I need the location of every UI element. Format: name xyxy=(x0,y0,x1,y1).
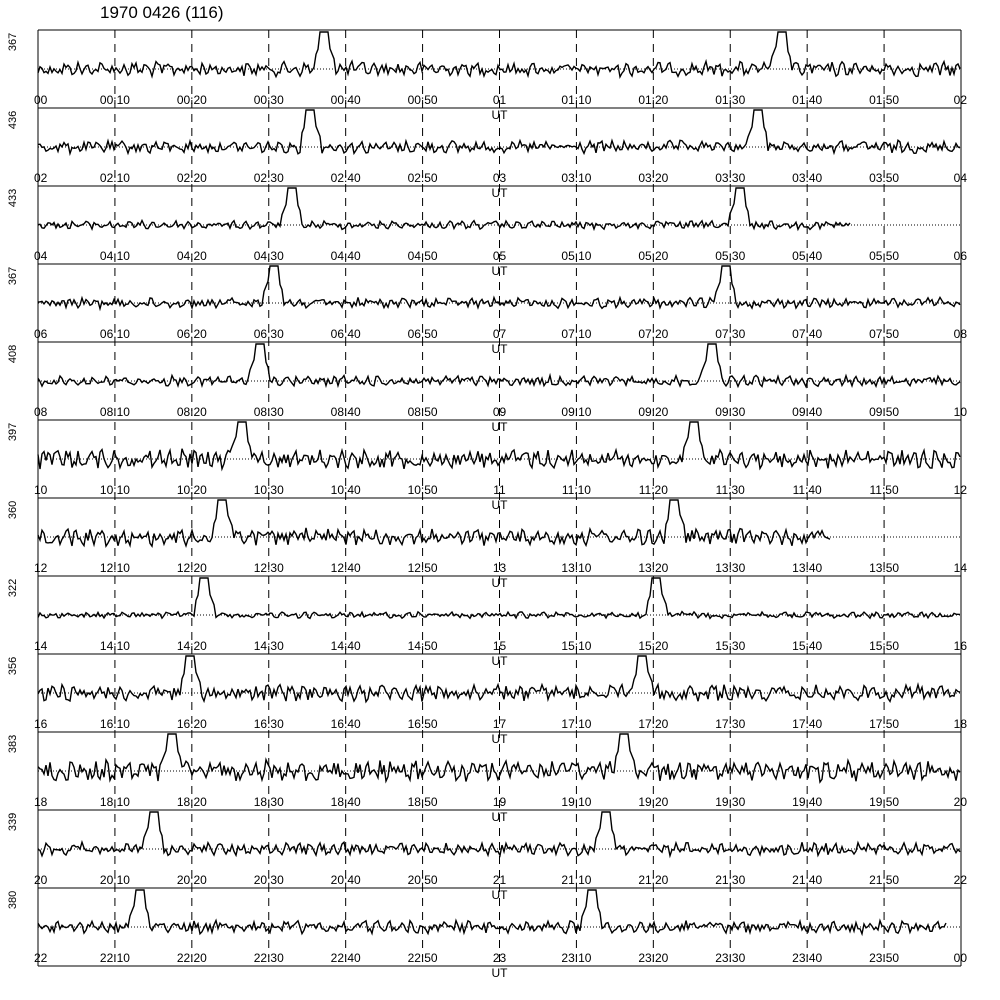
time-tick-label: 09:30 xyxy=(715,405,746,419)
time-tick-label: 01:50 xyxy=(869,93,900,107)
time-tick-label: 10 xyxy=(34,483,48,497)
time-tick-label: 08 xyxy=(34,405,48,419)
time-tick-label: 01 xyxy=(492,93,507,107)
baseline-value-label: 356 xyxy=(7,656,19,676)
time-tick-label: 06:30 xyxy=(253,327,284,341)
time-tick-label: 14 xyxy=(34,639,48,653)
time-tick-label: 04:40 xyxy=(330,249,361,263)
time-tick-label: 03:20 xyxy=(638,171,669,185)
time-tick-label: 12 xyxy=(953,483,967,497)
time-tick-label: 20:10 xyxy=(99,873,130,887)
ut-axis-label: UT xyxy=(491,576,508,590)
time-tick-label: 16:10 xyxy=(99,717,130,731)
time-tick-label: 16 xyxy=(34,717,48,731)
time-tick-label: 17:10 xyxy=(561,717,592,731)
time-tick-label: 08:40 xyxy=(330,405,361,419)
time-tick-label: 12 xyxy=(34,561,48,575)
time-tick-label: 01:30 xyxy=(715,93,746,107)
time-tick-label: 00:20 xyxy=(176,93,207,107)
time-tick-label: 20:20 xyxy=(176,873,207,887)
time-tick-label: 04 xyxy=(953,171,967,185)
time-tick-label: 07:20 xyxy=(638,327,669,341)
time-tick-label: 20:40 xyxy=(330,873,361,887)
time-tick-label: 06:40 xyxy=(330,327,361,341)
time-tick-label: 19:50 xyxy=(869,795,900,809)
time-tick-label: 03 xyxy=(492,171,507,185)
time-tick-label: 11:40 xyxy=(792,483,822,497)
time-tick-label: 11:50 xyxy=(869,483,899,497)
time-tick-label: 06:50 xyxy=(407,327,438,341)
time-tick-label: 02:50 xyxy=(407,171,438,185)
time-tick-label: 18:20 xyxy=(176,795,207,809)
time-tick-label: 18 xyxy=(953,717,967,731)
baseline-value-label: 408 xyxy=(7,344,19,364)
time-tick-label: 06 xyxy=(34,327,48,341)
time-tick-label: 00:10 xyxy=(99,93,130,107)
time-tick-label: 18 xyxy=(34,795,48,809)
time-tick-label: 03:40 xyxy=(792,171,823,185)
time-tick-label: 03:10 xyxy=(561,171,592,185)
time-tick-label: 13:50 xyxy=(869,561,900,575)
time-tick-label: 08:30 xyxy=(253,405,284,419)
time-tick-label: 21:40 xyxy=(792,873,823,887)
time-tick-label: 10:50 xyxy=(407,483,438,497)
time-tick-label: 14:20 xyxy=(176,639,207,653)
ut-axis-label: UT xyxy=(491,654,508,668)
baseline-value-label: 367 xyxy=(7,266,19,286)
time-tick-label: 03:50 xyxy=(869,171,900,185)
time-tick-label: 14:40 xyxy=(330,639,361,653)
time-tick-label: 12:10 xyxy=(99,561,130,575)
time-tick-label: 09 xyxy=(492,405,507,419)
time-tick-label: 20 xyxy=(953,795,967,809)
time-tick-label: 22:30 xyxy=(253,951,284,965)
time-tick-label: 08 xyxy=(953,327,967,341)
time-tick-label: 11:30 xyxy=(715,483,745,497)
ut-axis-label: UT xyxy=(491,966,508,980)
time-tick-label: 17:50 xyxy=(869,717,900,731)
time-tick-label: 13:10 xyxy=(561,561,592,575)
time-tick-label: 10:10 xyxy=(99,483,130,497)
time-tick-label: 20 xyxy=(34,873,48,887)
time-tick-label: 07:30 xyxy=(715,327,746,341)
time-tick-label: 19:40 xyxy=(792,795,823,809)
time-tick-label: 01:40 xyxy=(792,93,823,107)
time-tick-label: 16:30 xyxy=(253,717,284,731)
time-tick-label: 16:50 xyxy=(407,717,438,731)
time-tick-label: 13 xyxy=(492,561,507,575)
time-tick-label: 12:40 xyxy=(330,561,361,575)
time-tick-label: 02:40 xyxy=(330,171,361,185)
time-tick-label: 18:40 xyxy=(330,795,361,809)
time-tick-label: 14:10 xyxy=(99,639,130,653)
time-tick-label: 04:50 xyxy=(407,249,438,263)
time-tick-label: 02 xyxy=(34,171,48,185)
time-tick-label: 15:40 xyxy=(792,639,823,653)
time-tick-label: 08:20 xyxy=(176,405,207,419)
baseline-value-label: 339 xyxy=(7,812,19,832)
time-tick-label: 14 xyxy=(953,561,967,575)
time-tick-label: 22:10 xyxy=(99,951,130,965)
time-tick-label: 17:30 xyxy=(715,717,746,731)
time-tick-label: 04 xyxy=(34,249,48,263)
time-tick-label: 00:40 xyxy=(330,93,361,107)
time-tick-label: 22:50 xyxy=(407,951,438,965)
time-tick-label: 00 xyxy=(953,951,967,965)
time-tick-label: 21 xyxy=(492,873,507,887)
waveform-trace xyxy=(38,32,960,77)
time-tick-label: 07:10 xyxy=(561,327,592,341)
time-tick-label: 23:20 xyxy=(638,951,669,965)
time-tick-label: 15:10 xyxy=(561,639,592,653)
time-tick-label: 12:50 xyxy=(407,561,438,575)
time-tick-label: 04:30 xyxy=(253,249,284,263)
time-tick-label: 11:10 xyxy=(561,483,591,497)
baseline-value-label: 436 xyxy=(7,110,19,130)
time-tick-label: 09:40 xyxy=(792,405,823,419)
time-tick-label: 15 xyxy=(492,639,507,653)
time-tick-label: 21:30 xyxy=(715,873,746,887)
baseline-value-label: 322 xyxy=(7,578,19,598)
time-tick-label: 23:10 xyxy=(561,951,592,965)
time-tick-label: 02 xyxy=(953,93,967,107)
time-tick-label: 12:20 xyxy=(176,561,207,575)
time-tick-label: 02:20 xyxy=(176,171,207,185)
time-tick-label: 18:50 xyxy=(407,795,438,809)
time-tick-label: 23 xyxy=(492,951,507,965)
baseline-value-label: 380 xyxy=(7,890,19,910)
ut-axis-label: UT xyxy=(491,264,508,278)
time-tick-label: 21:50 xyxy=(869,873,900,887)
time-tick-label: 11 xyxy=(493,483,506,497)
ut-axis-label: UT xyxy=(491,342,508,356)
time-tick-label: 00 xyxy=(34,93,48,107)
ut-axis-label: UT xyxy=(491,732,508,746)
baseline-value-label: 360 xyxy=(7,500,19,520)
time-tick-label: 09:50 xyxy=(869,405,900,419)
time-tick-label: 20:50 xyxy=(407,873,438,887)
time-tick-label: 07:50 xyxy=(869,327,900,341)
time-tick-label: 01:20 xyxy=(638,93,669,107)
time-tick-label: 06:10 xyxy=(99,327,130,341)
ut-axis-label: UT xyxy=(491,888,508,902)
time-tick-label: 05:20 xyxy=(638,249,669,263)
time-tick-label: 18:10 xyxy=(99,795,130,809)
time-tick-label: 05 xyxy=(492,249,507,263)
time-tick-label: 10:20 xyxy=(176,483,207,497)
baseline-value-label: 433 xyxy=(7,188,19,208)
time-tick-label: 02:30 xyxy=(253,171,284,185)
ut-axis-label: UT xyxy=(491,810,508,824)
time-tick-label: 13:40 xyxy=(792,561,823,575)
ut-axis-label: UT xyxy=(491,420,508,434)
time-tick-label: 08:50 xyxy=(407,405,438,419)
time-tick-label: 19:20 xyxy=(638,795,669,809)
time-tick-label: 15:50 xyxy=(869,639,900,653)
time-tick-label: 05:50 xyxy=(869,249,900,263)
time-tick-label: 22:20 xyxy=(176,951,207,965)
waveform-trace xyxy=(38,188,850,229)
time-tick-label: 07:40 xyxy=(792,327,823,341)
time-tick-label: 00:30 xyxy=(253,93,284,107)
time-tick-label: 06:20 xyxy=(176,327,207,341)
ut-axis-label: UT xyxy=(491,186,508,200)
time-tick-label: 16:20 xyxy=(176,717,207,731)
ut-axis-label: UT xyxy=(491,498,508,512)
time-tick-label: 21:10 xyxy=(561,873,592,887)
time-tick-label: 12:30 xyxy=(253,561,284,575)
time-tick-label: 02:10 xyxy=(99,171,130,185)
waveform-trace xyxy=(38,500,830,546)
time-tick-label: 00:50 xyxy=(407,93,438,107)
time-tick-label: 10:30 xyxy=(253,483,284,497)
baseline-value-label: 383 xyxy=(7,734,19,754)
time-tick-label: 22 xyxy=(953,873,967,887)
time-tick-label: 19:30 xyxy=(715,795,746,809)
time-tick-label: 08:10 xyxy=(99,405,130,419)
ut-axis-label: UT xyxy=(491,108,508,122)
time-tick-label: 04:10 xyxy=(99,249,130,263)
time-tick-label: 05:40 xyxy=(792,249,823,263)
time-tick-label: 01:10 xyxy=(561,93,592,107)
time-tick-label: 14:50 xyxy=(407,639,438,653)
time-tick-label: 22 xyxy=(34,951,48,965)
time-tick-label: 18:30 xyxy=(253,795,284,809)
time-tick-label: 05:10 xyxy=(561,249,592,263)
time-tick-label: 11:20 xyxy=(638,483,668,497)
time-tick-label: 21:20 xyxy=(638,873,669,887)
time-tick-label: 15:20 xyxy=(638,639,669,653)
time-tick-label: 17:40 xyxy=(792,717,823,731)
chart-title: 1970 0426 (116) xyxy=(100,3,224,22)
time-tick-label: 03:30 xyxy=(715,171,746,185)
time-tick-label: 17 xyxy=(492,717,507,731)
baseline-value-label: 397 xyxy=(7,422,19,442)
time-tick-label: 16 xyxy=(953,639,967,653)
time-tick-label: 22:40 xyxy=(330,951,361,965)
time-tick-label: 23:40 xyxy=(792,951,823,965)
time-tick-label: 09:20 xyxy=(638,405,669,419)
time-tick-label: 05:30 xyxy=(715,249,746,263)
time-tick-label: 19 xyxy=(492,795,507,809)
time-tick-label: 13:20 xyxy=(638,561,669,575)
time-tick-label: 17:20 xyxy=(638,717,669,731)
time-tick-label: 10:40 xyxy=(330,483,361,497)
time-tick-label: 23:30 xyxy=(715,951,746,965)
time-tick-label: 10 xyxy=(953,405,967,419)
time-tick-label: 09:10 xyxy=(561,405,592,419)
time-tick-label: 20:30 xyxy=(253,873,284,887)
time-tick-label: 16:40 xyxy=(330,717,361,731)
time-tick-label: 14:30 xyxy=(253,639,284,653)
time-tick-label: 15:30 xyxy=(715,639,746,653)
time-tick-label: 13:30 xyxy=(715,561,746,575)
time-tick-label: 06 xyxy=(953,249,967,263)
time-tick-label: 07 xyxy=(492,327,507,341)
time-tick-label: 23:50 xyxy=(869,951,900,965)
baseline-value-label: 367 xyxy=(7,32,19,52)
time-tick-label: 19:10 xyxy=(561,795,592,809)
time-tick-label: 04:20 xyxy=(176,249,207,263)
